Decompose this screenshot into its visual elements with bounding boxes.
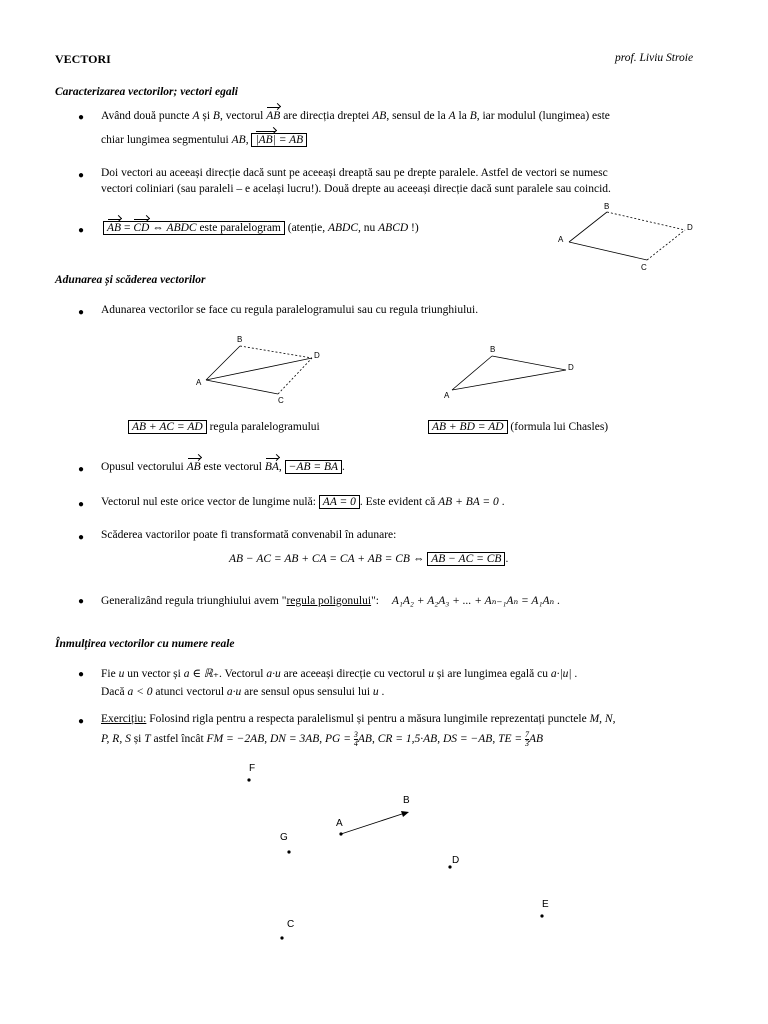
bullet: ●: [78, 669, 85, 680]
sec3-b2-line1: [101, 713, 615, 725]
segment-label: AB: [372, 110, 387, 122]
text: și: [202, 110, 211, 122]
label-b: B: [604, 202, 610, 211]
vector: AB: [186, 461, 201, 473]
formula-parallelogram-box: [103, 221, 285, 235]
text: ⇔: [412, 553, 425, 565]
sec2-b5: Generalizând regula triunghiului avem "regula poligonului": A₁A₂ + A₂A₃ + ... + Aₙ₋₁Aₙ = A₁Aₙ .: [101, 595, 560, 607]
text: =: [123, 222, 131, 234]
text: are aceeași direcție cu vectorul: [283, 668, 426, 680]
bullet: ●: [78, 225, 85, 236]
label-b: B: [237, 335, 243, 344]
formula: a·u: [266, 668, 281, 680]
text: PG =: [325, 733, 351, 746]
polygon-rule-term: regula poligonului: [286, 595, 372, 607]
sec2-b2: Opusul vectorului AB este vectorul BA, −AB = BA .: [101, 461, 345, 473]
text: la: [458, 110, 467, 122]
sec1-b1-line1: [101, 110, 610, 122]
text: ABDC,: [327, 222, 361, 234]
label-a: A: [444, 391, 450, 400]
text: ABDC: [166, 222, 197, 234]
formula-parallelogram-rule: [128, 421, 320, 433]
text: T: [144, 733, 151, 746]
text: !): [411, 222, 419, 234]
text: atunci vectorul: [155, 686, 225, 698]
numerator: 7: [525, 730, 530, 739]
label-d: D: [687, 223, 693, 232]
edge-ab: [569, 212, 607, 242]
figure-triangle-rule: [440, 340, 580, 402]
label-d: D: [314, 351, 320, 360]
sec3-b1-line2: Dacă a < 0 atunci vectorul a·u are sensul opus sensului lui u .: [101, 686, 385, 698]
label-b: B: [490, 345, 496, 354]
equation-fm: FM = −2AB: [206, 733, 265, 746]
sec1-b1-line2: chiar lungimea segmentului AB, |AB| = AB: [101, 134, 307, 146]
formula-chasles: [428, 421, 608, 433]
text: , iar modulul (lungimea) este: [476, 110, 610, 122]
equation-pg: [325, 730, 372, 748]
text: nu: [363, 222, 376, 234]
vector-ac: [206, 380, 278, 394]
formula: AB + BA = 0: [438, 496, 499, 508]
bullet: ●: [78, 532, 85, 543]
text: , vectorul: [219, 110, 264, 122]
text: Fie: [101, 668, 116, 680]
text: P, R, S: [101, 733, 131, 746]
vector-ab: [206, 346, 240, 380]
text: are direcția dreptei: [283, 110, 370, 122]
text: are sensul opus sensului lui: [244, 686, 371, 698]
equation-te: [498, 730, 544, 748]
text: = AB: [278, 134, 304, 146]
text: M, N,: [589, 713, 616, 725]
point-label: A: [192, 110, 200, 122]
text: (formula lui Chasles): [510, 421, 609, 433]
formula-modulus-box: [251, 133, 307, 147]
equation-ds: DS = −AB: [442, 733, 493, 746]
label-d: D: [568, 363, 574, 372]
text: ":: [371, 595, 379, 607]
label-a: A: [558, 235, 564, 244]
label-b: B: [403, 795, 410, 806]
text: este vectorul: [203, 461, 262, 473]
figure-exercise-points: [240, 755, 560, 950]
vector-u: u: [428, 668, 434, 680]
text: AB: [357, 733, 372, 746]
formula: A₁A₂ + A₂A₃ + ... + Aₙ₋₁Aₙ = A₁Aₙ: [391, 595, 555, 607]
bullet: ●: [78, 464, 85, 475]
label-c: C: [278, 396, 284, 405]
formula-box: AB + BD = AD: [428, 420, 508, 434]
label-g: G: [280, 832, 288, 843]
vector-u: u: [118, 668, 125, 680]
point-label: A: [448, 110, 456, 122]
text: (atenție,: [287, 222, 326, 234]
bullet: ●: [78, 112, 85, 123]
text: și are lungimea egală cu: [436, 668, 548, 680]
text: regula paralelogramului: [209, 421, 320, 433]
arrowhead: [401, 811, 409, 817]
numerator: 3: [353, 730, 358, 739]
equation-cr: CR = 1,5·AB: [377, 733, 438, 746]
text: Dacă: [101, 686, 125, 698]
text: ABCD: [378, 222, 409, 234]
label-a: A: [196, 378, 202, 387]
point-label: B: [469, 110, 477, 122]
doc-title: VECTORI: [55, 52, 111, 66]
text: un vector și: [127, 668, 181, 680]
vector-ab: [452, 356, 492, 390]
bullet: ●: [78, 307, 85, 318]
vector: AB: [107, 222, 122, 234]
sec2-b3: Vectorul nul este orice vector de lungime nulă: AA = 0 . Este evident că AB + BA = 0 .: [101, 496, 505, 508]
exercise-label: Exercițiu:: [101, 713, 147, 725]
text: și: [133, 733, 142, 746]
formula: a ∈ ℝ₊: [183, 668, 219, 680]
text: este paralelogram: [199, 222, 281, 234]
edge-cd: [647, 230, 685, 260]
vector-modulus: |AB|: [255, 134, 276, 146]
formula: AB − AC = AB + CA = CA + AB = CB: [229, 553, 410, 565]
formula: a·|u|: [550, 668, 572, 680]
vector-ab: AB: [266, 110, 281, 122]
text: Folosind rigla pentru a respecta paralelismul și pentru a măsura lungimile reprezentați punctele: [149, 713, 587, 725]
text: Având două puncte: [101, 110, 190, 122]
bullet: ●: [78, 499, 85, 510]
sec2-b4: Scăderea vactorilor poate fi transformată convenabil în adunare:: [101, 529, 397, 541]
text: AB: [529, 733, 544, 746]
formula: a·u: [226, 686, 242, 698]
vector-ad: [452, 370, 566, 390]
vector-ad: [206, 358, 312, 380]
label-c: C: [641, 263, 647, 272]
text: Generalizând regula triunghiului avem ": [101, 595, 287, 607]
denominator: 3: [525, 739, 530, 748]
edge-cd: [278, 358, 312, 394]
sec3-b2-line2: P, R, S și T astfel încât FM = −2AB, DN = 3AB, PG = $\frac{3}{4}$ AB, CR = 1,5·AB, DS = −AB, TE = $\frac{7}{3}$ AB: [101, 730, 544, 748]
text: ⇔: [152, 222, 164, 234]
edge-ac: [569, 242, 647, 260]
section-title-addition: Adunarea și scăderea vectorilor: [55, 274, 206, 286]
formula-subtraction: AB − AC = AB + CA = CA + AB = CB ⇔ AB − AC = CB .: [229, 553, 509, 565]
denominator: 4: [353, 739, 358, 748]
label-e: E: [542, 899, 549, 910]
text: . Vectorul: [218, 668, 264, 680]
sec1-b3: [103, 222, 419, 234]
section-title-multiplication: Înmulțirea vectorilor cu numere reale: [55, 638, 235, 650]
point-c: [280, 936, 283, 939]
text: astfel încât: [153, 733, 204, 746]
text: chiar lungimea segmentului: [101, 134, 229, 146]
sec2-b1: Adunarea vectorilor se face cu regula paralelogramului sau cu regula triunghiului.: [101, 304, 479, 316]
segment-label: AB: [231, 134, 246, 146]
formula-box: AB − AC = CB: [427, 552, 505, 566]
vector-u: u: [372, 686, 379, 698]
equation-dn: DN = 3AB: [269, 733, 320, 746]
formula-box: −AB = BA: [285, 460, 342, 474]
formula-box: AB + AC = AD: [128, 420, 207, 434]
bullet: ●: [78, 716, 85, 727]
point-e: [540, 914, 543, 917]
edge-bd: [240, 346, 312, 358]
point-g: [287, 850, 290, 853]
vector-ab: [341, 813, 405, 834]
text: Vectorul nul este orice vector de lungime nulă:: [101, 496, 316, 508]
vector: BA: [264, 461, 279, 473]
edge-bd: [607, 212, 685, 230]
bullet: ●: [78, 170, 85, 181]
figure-parallelogram-abdc: [555, 200, 700, 272]
point-f: [247, 778, 250, 781]
formula: a < 0: [127, 686, 153, 698]
point-label: B: [212, 110, 220, 122]
vector-bd: [492, 356, 566, 370]
text: TE =: [498, 733, 523, 746]
text: , sensul de la: [386, 110, 446, 122]
text: . Este evident că: [359, 496, 436, 508]
vector: CD: [133, 222, 150, 234]
figure-parallelogram-rule: [192, 330, 332, 406]
formula-box: AA = 0: [319, 495, 360, 509]
sec1-b2-line1: Doi vectori au aceeași direcție dacă sunt pe aceeași dreaptă sau pe drepte paralele. Astfel de vectori se numesc: [101, 167, 608, 179]
sec3-b1-line1: Fie u un vector și a ∈ ℝ₊. Vectorul a·u are aceeași direcție cu vectorul u și are lungimea egală cu a·|u| .: [101, 668, 578, 680]
author: prof. Liviu Stroie: [615, 52, 694, 64]
label-a: A: [336, 818, 343, 829]
label-c: C: [287, 919, 295, 930]
bullet: ●: [78, 596, 85, 607]
sec1-b2-line2: vectori coliniari (sau paraleli – e același lucru!). Două drepte au aceeași direcție dacă sunt paralele sau coincid.: [101, 183, 611, 195]
label-d: D: [452, 855, 460, 866]
text: Opusul vectorului: [101, 461, 184, 473]
label-f: F: [249, 763, 256, 774]
section-title-characterization: Caracterizarea vectorilor; vectori egali: [55, 86, 239, 98]
